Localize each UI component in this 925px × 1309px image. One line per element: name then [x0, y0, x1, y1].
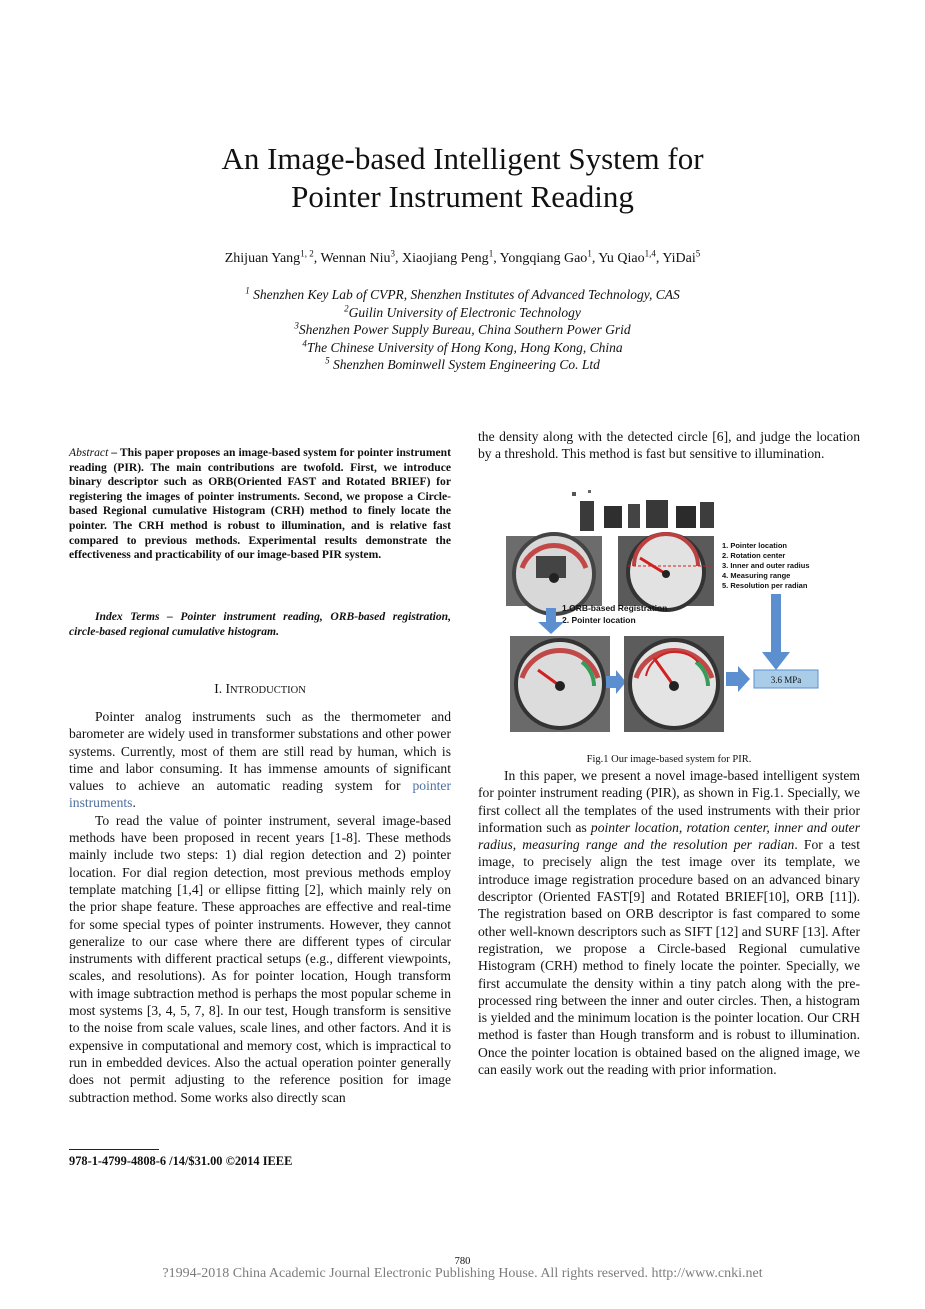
process-steps — [562, 603, 667, 625]
affiliation: $^4$The Chinese University of Hong Kong, Hong Kong, China — [302, 338, 623, 355]
footnote-divider — [69, 1149, 159, 1150]
right-column-paragraph: In this paper, we present a novel image-based intelligent system for pointer instrument reading (PIR), as shown in Fig.1. Specially, we first collect all the templates of the used instruments with their prior information such as pointer location, rotation center, inner and outer radius, measuring range and the resolution per radian. For a test image, to precisely align the test image over its template, we introduce image registration procedure based on an advanced binary descriptor (Oriented FAST[9] and Rotated BRIEF[10], ORB [11]). The registration based on ORB descriptor is fast compared to some other well-known descriptors such as SIFT [12] and SURF [13]. After registration, we propose a Circle-based Regional cumulative Histogram (CRH) method to finely locate the pointer. Specially, we first accumulate the density within a tiny patch along with the pre-processed ring between the inner and outer circles. Then, a histogram is yielded and the minimum location is the pointer location. Our CRH method is faster than Hough transform and is robust to illumination. Once the pointer location is obtained based on the aligned image, we can easily work out the reading with prior information. — [478, 768, 861, 1078]
author: Yu Qiao$^{1,4}$, — [598, 248, 663, 266]
system-diagram — [478, 486, 860, 748]
author-list — [0, 248, 925, 267]
step-label: 2. Pointer location — [562, 615, 636, 625]
abstract-text: – This paper proposes an image-based system for pointer instrument reading (PIR). The main contributions are twofold. First, we introduce binary descriptor such as ORB(Oriented FAST and Rotated BRIEF) for registering the images of pointer instruments. Second, we propose a Circle-based Regional cumulative Histogram (CRH) method to finely locate the pointer. The CRH method is robust to illumination, and is relative fast compared to previous methods. Experimental results demonstrate the effectiveness and practicability of our image-based PIR system. — [69, 446, 451, 562]
step-label: 1.ORB-based Registration — [562, 603, 668, 613]
index-terms: Index Terms – Pointer instrument reading, ORB-based registration, circle-based regional cumulative histogram. — [69, 610, 451, 638]
figure-caption: Fig.1 Our image-based system for PIR. — [586, 754, 752, 765]
author: Xiaojiang Peng$^1$, — [401, 248, 500, 266]
affiliations — [0, 286, 925, 374]
author: Yongqiang Gao$^1$, — [499, 248, 599, 266]
arrow-legend-down — [762, 594, 790, 670]
gauge-pointer-located — [624, 636, 724, 732]
result-value: 3.6 MPa — [770, 675, 802, 685]
intro-paragraph-1: Pointer analog instruments such as the thermometer and barometer are widely used in transformer substations and other power systems. Currently, most of them are still read by human, which is time and labor consuming. It has immense amounts of significant values to achieve an automatic reading system for pointer instruments. — [69, 709, 451, 811]
reading-result — [754, 670, 818, 688]
gauge-template-2 — [618, 534, 714, 610]
figure-1 — [478, 486, 860, 748]
title-line-2: Pointer Instrument Reading — [291, 179, 634, 214]
introduction-body — [69, 708, 451, 1106]
affiliation: $^1$ Shenzhen Key Lab of CVPR, Shenzhen Institutes of Advanced Technology, CAS — [245, 285, 680, 302]
arrow-right-2 — [726, 666, 750, 692]
page-number: 780 — [454, 1256, 471, 1267]
author: Wennan Niu$^3$, — [320, 248, 402, 266]
legend-item: 5. Resolution per radian — [722, 581, 808, 590]
gauge-test-image — [510, 636, 610, 732]
affiliation: $^2$Guilin University of Electronic Technology — [344, 303, 581, 320]
legend-item: 2. Rotation center — [722, 551, 786, 560]
abstract — [69, 446, 451, 563]
pointer-instruments-link[interactable]: pointer instruments — [69, 778, 451, 811]
affiliation: $^5$ Shenzhen Bominwell System Engineering Co. Ltd — [325, 355, 600, 372]
right-column-continuation: the density along with the detected circle [6], and judge the location by a threshold. This method is fast but sensitive to illumination. — [478, 429, 860, 462]
title-line-1: An Image-based Intelligent System for — [221, 141, 704, 176]
intro-paragraph-2: To read the value of pointer instrument, several image-based methods have been proposed in recent years [1-8]. These methods mainly include two steps: 1) dial region detection and 2) pointer location. For dial region detection, most previous methods employ template matching [1,4] or ellipse fitting [2], which mainly rely on the prior shape feature. These approaches are effective and real-time for some special types of pointer instruments. However, they cannot generalize to our case where there are different types of circular instruments with different practical setups (e.g., different viewpoints, scales, and resolutions). As for pointer location, Hough transform with image subtraction method is perhaps the most popular scheme in most systems [3, 4, 5, 7, 8]. In our test, Hough transform is sensitive to the noise from scale values, scale lines, and other factors. And it is expensive in computational and memory cost, which is impractical to run in embedded devices. Also the actual operation pointer generally does not permit adjusting to the reference position for image subtraction method. Some works also directly scan — [69, 812, 451, 1105]
abstract-label: Abstract — [69, 446, 109, 459]
figure-header-graphic — [572, 490, 723, 532]
section-heading-introduction: I. INTRODUCTION — [214, 681, 306, 696]
legend-item: 4. Measuring range — [722, 571, 791, 580]
paper-title — [0, 140, 925, 216]
author: Zhijuan Yang$^{1, 2}$, — [224, 248, 321, 266]
affiliation: $^3$Shenzhen Power Supply Bureau, China Southern Power Grid — [294, 320, 631, 337]
publisher-watermark: ?1994-2018 China Academic Journal Electronic Publishing House. All rights reserved. http://www.cnki.net — [162, 1266, 763, 1281]
legend-item: 3. Inner and outer radius — [722, 561, 810, 570]
author: YiDai$^5$ — [662, 248, 701, 266]
copyright-footnote: 978-1-4799-4808-6 /14/$31.00 ©2014 IEEE — [69, 1154, 293, 1168]
gauge-template-1 — [506, 534, 602, 614]
legend-item: 1. Pointer location — [722, 541, 788, 550]
figure-legend — [722, 541, 810, 590]
